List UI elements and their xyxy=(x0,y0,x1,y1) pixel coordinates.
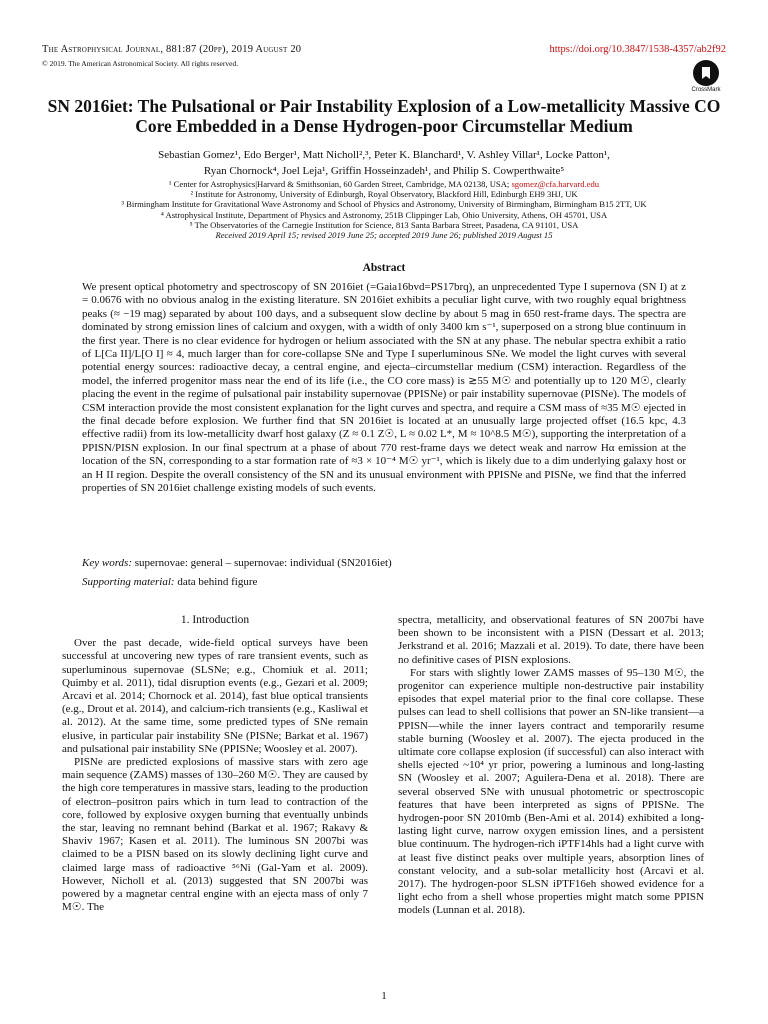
authors-line-2: Ryan Chornock⁴, Joel Leja¹, Griffin Hosseinzadeh¹, and Philip S. Cowperthwaite⁵ xyxy=(203,164,565,177)
column-left xyxy=(62,614,368,914)
support-label: Supporting material: xyxy=(82,576,175,588)
email-link[interactable]: sgomez@cfa.harvard.edu xyxy=(511,179,600,189)
author-list xyxy=(40,148,728,179)
keywords xyxy=(82,557,686,569)
doi-link[interactable]: https://doi.org/10.3847/1538-4357/ab2f92 xyxy=(549,44,726,55)
received-dates: Received 2019 April 15; revised 2019 June 25; accepted 2019 June 26; published 2019 August 15 xyxy=(215,230,553,241)
affiliation-3: ³ Birmingham Institute for Gravitational Wave Astronomy and School of Physics and Astronomy, University of Birmingham, Birmingham B15 2TT, UK xyxy=(121,199,647,210)
page-header xyxy=(42,44,726,93)
abstract-heading: Abstract xyxy=(362,262,406,274)
crossmark-icon xyxy=(693,60,719,86)
affiliation-1: ¹ Center for Astrophysics|Harvard & Smithsonian, 60 Garden Street, Cambridge, MA 02138, USA; sgomez@cfa.harvard.edu xyxy=(168,179,600,189)
affiliation-2: ² Institute for Astronomy, University of Edinburgh, Royal Observatory, Blackford Hill, Edinburgh EH9 3HJ, UK xyxy=(190,189,578,200)
abstract-text: We present optical photometry and spectroscopy of SN 2016iet (=Gaia16bvd=PS17brq), an unprecedented Type I supernova (SN I) at z = 0.0676 with no obvious analog in the existing literature. SN 2016iet exhibits a peculiar light curve, with two roughly equal brightness peaks (≈ −19 mag) separated by about 100 days, and a subsequent slow decline by about 5 mag in 650 rest-frame days. The spectra are dominated by strong emission lines of calcium and oxygen, with a width of only 3400 km s⁻¹, superposed on a strong blue continuum in the first year. There is no clear evidence for hydrogen or helium associated with the SN at any phase. The nebular spectra exhibit a ratio of L[Ca II]/L[O I] ≈ 4, much larger than for core-collapse SNe and Type I superluminous SNe. We model the light curves with several potential energy sources: radioactive decay, a central engine, and ejecta–circumstellar medium (CSM) interaction. Regardless of the model, the inferred progenitor mass near the end of its life (i.e., the CO core mass) is ≳55 M☉ and potentially up to 120 M☉, clearly placing the event in the regime of pulsational pair instability supernovae (PPISNe) or pair instability supernovae (PISNe). The models of CSM interaction provide the most consistent explanation for the light curves and spectra, and require a CSM mass of ≈35 M☉ ejected in the final decade before explosion. We further find that SN 2016iet is located at an unusually large projected offset (16.5 kpc, 4.3 effective radii) from its low-metallicity dwarf host galaxy (Z ≈ 0.1 Z☉, L ≈ 0.02 L*, M ≈ 10^8.5 M☉), supporting the interpretation of a PPISN/PISN explosion. In our final spectrum at a phase of about 770 rest-frame days we detect weak and narrow Hα emission at the location of the SN, corresponding to a star formation rate of ≈3 × 10⁻⁴ M☉ yr⁻¹, which is likely due to a dim underlying galaxy host or an H II region. Despite the overall consistency of the SN and its unusual environment with PPISNe and PISNe, we find that the inferred properties of SN 2016iet challenge existing models of such events. xyxy=(82,281,686,495)
intro-paragraph-2: PISNe are predicted explosions of massive stars with zero age main sequence (ZAMS) masses of 130–260 M☉. They are caused by the high core temperatures in massive stars, leading to the production of electron–positron pairs which in turn lead to contraction of the core, followed by explosive oxygen burning that eventually unbinds the star, leaving no remnant behind (Barkat et al. 1967; Rakavy & Shaviv 1967; Kasen et al. 2011). The luminous SN 2007bi was claimed to be a PISN based on its slowly declining light curve and claimed large mass of radioactive ⁵⁶Ni (Gal-Yam et al. 2009). However, Nicholl et al. (2013) suggested that SN 2007bi was powered by a magnetar central engine with an ejecta mass of only 7 M☉. The xyxy=(62,756,368,914)
affiliation-5: ⁵ The Observatories of the Carnegie Institution for Science, 813 Santa Barbara Street, Pasadena, CA 91101, USA xyxy=(189,219,579,230)
column-right xyxy=(398,614,704,918)
paper-title: SN 2016iet: The Pulsational or Pair Instability Explosion of a Low-metallicity Massive CO Core Embedded in a Dense Hydrogen-poor Circumstellar Medium xyxy=(47,96,721,136)
support-value: data behind figure xyxy=(177,576,258,588)
section-heading-introduction: 1. Introduction xyxy=(180,614,250,626)
page-number: 1 xyxy=(381,990,387,1002)
affiliations xyxy=(40,179,728,240)
supporting-material xyxy=(82,576,686,588)
intro-paragraph-3: spectra, metallicity, and observational features of SN 2007bi have been shown to be inconsistent with a PISN (Dessart et al. 2013; Jerkstrand et al. 2016; Mazzali et al. 2019). To date, there have been no definitive cases of PISN explosions. xyxy=(398,614,704,666)
authors-line-1: Sebastian Gomez¹, Edo Berger¹, Matt Nicholl²,³, Peter K. Blanchard¹, V. Ashley Villar¹, Locke Patton¹, xyxy=(158,149,610,161)
affiliation-4: ⁴ Astrophysical Institute, Department of Physics and Astronomy, 251B Clippinger Lab, Ohio University, Athens, OH 45701, USA xyxy=(160,209,608,220)
journal-citation: The Astrophysical Journal, 881:87 (20pp), 2019 August 20 xyxy=(42,44,302,55)
intro-paragraph-4: For stars with slightly lower ZAMS masses of 95–130 M☉, the progenitor can experience multiple non-destructive pair instability episodes that expel material prior to the final core collapse. These pulses can lead to shell collisions that power an SN-like transient—a PPISN—while the inner layers contract and temporarily resume stable burning (Woosley et al. 2007). The ejecta produced in the ultimate core collapse explosion (if successful) can also interact with shells ejected ~10⁴ yr prior, powering a luminous and long-lasting SN (Woosley et al. 2007; Aguilera-Dena et al. 2018). There are several observed SNe with unusual photometric or spectroscopic features that have been interpreted as signs of PPISNe. The hydrogen-poor SN 2010mb (Ben-Ami et al. 2014) exhibited a long-lasting light curve, narrow oxygen emission lines, and a persistent blue continuum. The hydrogen-rich iPTF14hls had a light curve with at least five distinct peaks over multiple years, absorption lines of constant velocity, and a sub-solar metallicity host (Arcavi et al. 2017). The hydrogen-poor SLSN iPTF16eh showed evidence for a light echo from a shell whose properties might match some PPISN models (Lunnan et al. 2018). xyxy=(398,666,704,917)
intro-paragraph-1: Over the past decade, wide-field optical surveys have been successful at uncovering new types of rare transient events, such as superluminous supernovae (SLSNe; e.g., Chomiuk et al. 2011; Quimby et al. 2011), tidal disruption events (e.g., Gezari et al. 2009; Arcavi et al. 2014; Chornock et al. 2014), fast blue optical transients (e.g., Drout et al. 2014), and calcium-rich transients (e.g., Kasliwal et al. 2012). At the same time, some predicted types of SNe remain elusive, in particular pair instability SNe (PISNe; Barkat et al. 1967) and pulsational pair instability SNe (PPISNe; Woosley et al. 2007). xyxy=(62,637,368,755)
copyright-notice: © 2019. The American Astronomical Society. All rights reserved. xyxy=(42,59,239,68)
crossmark-badge[interactable] xyxy=(686,60,726,93)
keywords-value: supernovae: general – supernovae: individual (SN2016iet) xyxy=(134,557,392,569)
crossmark-label: CrossMark xyxy=(691,87,721,93)
keywords-label: Key words: xyxy=(82,557,133,569)
